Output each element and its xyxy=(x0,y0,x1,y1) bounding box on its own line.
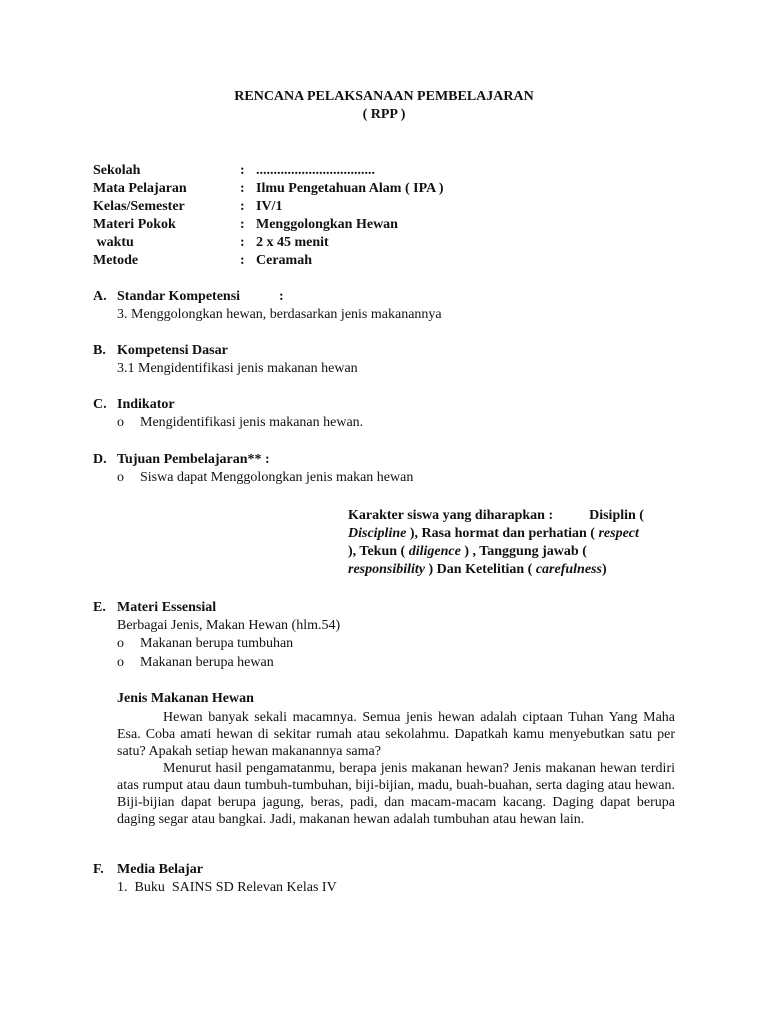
section-letter: E. xyxy=(93,600,106,615)
document-subtitle: ( RPP ) xyxy=(362,107,406,122)
section-letter: B. xyxy=(93,343,106,358)
bullet-icon: o xyxy=(117,655,124,670)
info-value: Ilmu Pengetahuan Alam ( IPA ) xyxy=(256,181,444,196)
list-item xyxy=(117,654,274,672)
section-b-text: 3.1 Mengidentifikasi jenis makanan hewan xyxy=(117,361,358,376)
section-f-item: 1. Buku SAINS SD Relevan Kelas IV xyxy=(117,880,337,895)
section-title: Indikator xyxy=(117,397,175,412)
section-e-intro: Berbagai Jenis, Makan Hewan (hlm.54) xyxy=(117,618,341,633)
info-colon: : xyxy=(240,235,245,250)
section-title: Materi Essensial xyxy=(117,600,217,615)
info-label: Mata Pelajaran xyxy=(93,181,187,196)
list-item-text: Siswa dapat Menggolongkan jenis makan hewan xyxy=(140,470,414,485)
info-label: Metode xyxy=(93,253,139,268)
section-f-heading xyxy=(93,861,203,879)
section-letter: A. xyxy=(93,289,107,304)
section-colon: : xyxy=(279,289,284,304)
info-value: .................................. xyxy=(256,163,375,178)
info-value: IV/1 xyxy=(256,199,283,214)
jenis-heading: Jenis Makanan Hewan xyxy=(117,691,254,706)
list-item-text: Makanan berupa tumbuhan xyxy=(140,636,294,651)
list-item xyxy=(117,635,293,653)
list-item xyxy=(117,469,413,487)
info-colon: : xyxy=(240,199,245,214)
jenis-paragraph-2: Menurut hasil pengamatanmu, berapa jenis makanan hewan? Jenis makanan hewan terdiri atas rumput atau daun tumbuh-tumbuhan, biji-bijian, madu, buah-buahan, serta daging atau hewan. Biji-bijian dapat berupa jagung, beras, padi, dan macam-macam kacang. Daging dapat berupa daging segar atau bangkai. Jadi, makanan hewan adalah tumbuhan atau hewan lain. xyxy=(117,761,675,827)
jenis-paragraph-1: Hewan banyak sekali macamnya. Semua jenis hewan adalah ciptaan Tuhan Yang Maha Esa. Coba amati hewan di sekitar rumah atau sekolahmu. Dapatkah kamu menyebutkan satu per satu? Apakah setiap hewan makanannya sama? xyxy=(117,710,675,759)
info-label: waktu xyxy=(93,235,134,250)
section-b-heading xyxy=(93,342,228,360)
bullet-icon: o xyxy=(117,415,124,430)
section-title: Media Belajar xyxy=(117,862,203,877)
bullet-icon: o xyxy=(117,470,124,485)
list-item-text: Makanan berupa hewan xyxy=(140,655,274,670)
bullet-icon: o xyxy=(117,636,124,651)
info-label: Materi Pokok xyxy=(93,217,176,232)
section-title: Tujuan Pembelajaran** : xyxy=(117,452,270,467)
section-c-heading xyxy=(93,396,175,414)
list-item-text: Mengidentifikasi jenis makanan hewan. xyxy=(140,415,364,430)
info-colon: : xyxy=(240,217,245,232)
info-value: Menggolongkan Hewan xyxy=(256,217,398,232)
section-a-heading xyxy=(93,288,284,306)
info-label: Sekolah xyxy=(93,163,141,178)
info-label: Kelas/Semester xyxy=(93,199,185,214)
section-d-heading xyxy=(93,451,270,469)
info-value: 2 x 45 menit xyxy=(256,235,329,250)
document-title: RENCANA PELAKSANAAN PEMBELAJARAN xyxy=(234,89,534,104)
info-value: Ceramah xyxy=(256,253,312,268)
section-title: Standar Kompetensi xyxy=(117,289,241,304)
section-letter: C. xyxy=(93,397,107,412)
info-colon: : xyxy=(240,253,245,268)
section-e-heading xyxy=(93,599,216,617)
list-item xyxy=(117,414,363,432)
section-letter: F. xyxy=(93,862,104,877)
karakter-text: Karakter siswa yang diharapkan : Disiplin ( Discipline ), Rasa hormat dan perhatian ( respect ), Tekun ( diligence ) , Tanggung jawab ( responsibility ) Dan Ketelitian ( carefulness) xyxy=(348,508,644,577)
info-colon: : xyxy=(240,181,245,196)
section-title: Kompetensi Dasar xyxy=(117,343,228,358)
section-a-text: 3. Menggolongkan hewan, berdasarkan jenis makanannya xyxy=(117,307,442,322)
section-letter: D. xyxy=(93,452,107,467)
info-colon: : xyxy=(240,163,245,178)
